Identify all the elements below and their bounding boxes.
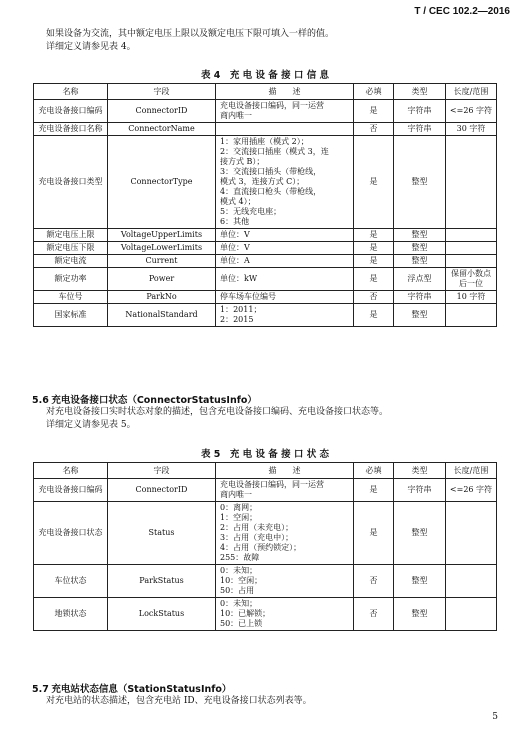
description-line: 模式 4）； (220, 197, 256, 206)
description-line: 3：交流接口插头（带枪线， (220, 167, 322, 176)
cell-description (216, 502, 354, 565)
cell-type: 字符串 (394, 479, 446, 502)
page-number: 5 (492, 712, 498, 722)
description-line: 1：空闲； (220, 513, 258, 522)
intro-line-1: 如果设备为交流，其中额定电压上限以及额定电压下限可填入一样的值。 (46, 29, 335, 39)
cell-required: 否 (354, 565, 394, 598)
cell-type: 字符串 (394, 123, 446, 136)
cell-field: Current (108, 255, 216, 268)
section-number: 5.7 (32, 684, 49, 695)
cell-range: <=26 字符 (446, 479, 497, 502)
cell-type: 浮点型 (394, 268, 446, 291)
section-5-6-line-1: 对充电设备接口实时状态对象的描述，包含充电设备接口编码、充电设备接口状态等。 (46, 407, 389, 417)
description-line: 2：占用（未充电）； (220, 523, 294, 532)
cell-type: 整型 (394, 598, 446, 631)
cell-name: 充电设备接口编码 (34, 479, 108, 502)
table4 (33, 83, 497, 327)
col-header-range: 长度/范围 (446, 84, 497, 100)
section-title: 充电设备接口状态（ConnectorStatusInfo） (51, 395, 257, 406)
cell-description (216, 479, 354, 502)
description-line: 5：无线充电座； (220, 207, 282, 216)
table5-header-row (34, 463, 497, 479)
description-line: 3：占用（充电中）； (220, 533, 294, 542)
cell-type: 字符串 (394, 100, 446, 123)
cell-type: 整型 (394, 242, 446, 255)
cell-required: 是 (354, 229, 394, 242)
cell-range (446, 136, 497, 229)
description-line: 4：直流接口枪头（带枪线， (220, 187, 322, 196)
col-header-type: 类型 (394, 84, 446, 100)
table-row (34, 136, 497, 229)
cell-field: VoltageUpperLimits (108, 229, 216, 242)
cell-description (216, 565, 354, 598)
cell-name: 车位号 (34, 291, 108, 304)
table-row (34, 242, 497, 255)
cell-description (216, 123, 354, 136)
description-line: 停车场车位编号 (220, 292, 276, 301)
cell-type: 整型 (394, 565, 446, 598)
cell-name: 额定功率 (34, 268, 108, 291)
cell-name: 地锁状态 (34, 598, 108, 631)
description-line: 6：其他 (220, 217, 250, 226)
cell-field: NationalStandard (108, 304, 216, 327)
col-header-desc: 描 述 (216, 84, 354, 100)
cell-required: 是 (354, 242, 394, 255)
cell-field: Power (108, 268, 216, 291)
description-line: 50：已上锁 (220, 619, 263, 628)
cell-description (216, 229, 354, 242)
description-line: 2：交流接口插座（模式 3，连 (220, 147, 329, 156)
intro-line-2: 详细定义请参见表 4。 (46, 42, 136, 52)
description-line: 50：占用 (220, 586, 255, 595)
description-line: 0：未知； (220, 599, 258, 608)
cell-range (446, 229, 497, 242)
cell-field: ConnectorID (108, 100, 216, 123)
cell-name: 充电设备接口编码 (34, 100, 108, 123)
table-row (34, 304, 497, 327)
cell-range: 保留小数点 后一位 (446, 268, 497, 291)
description-line: 10：空闲； (220, 576, 263, 585)
cell-field: ParkNo (108, 291, 216, 304)
description-line: 商内唯一 (220, 490, 252, 499)
cell-field: ConnectorName (108, 123, 216, 136)
table4-caption: 表 4 充 电 设 备 接 口 信 息 (200, 70, 330, 81)
cell-type: 整型 (394, 502, 446, 565)
table-row (34, 502, 497, 565)
cell-range (446, 598, 497, 631)
cell-field: LockStatus (108, 598, 216, 631)
cell-name: 额定电压上限 (34, 229, 108, 242)
section-number: 5.6 (32, 395, 49, 406)
section-title: 充电站状态信息（StationStatusInfo） (51, 684, 232, 695)
cell-name: 额定电流 (34, 255, 108, 268)
cell-type: 整型 (394, 255, 446, 268)
cell-required: 是 (354, 268, 394, 291)
cell-type: 整型 (394, 136, 446, 229)
description-line: 单位：V (220, 230, 250, 239)
cell-required: 否 (354, 598, 394, 631)
cell-range: <=26 字符 (446, 100, 497, 123)
cell-field: ConnectorID (108, 479, 216, 502)
description-line: 商内唯一 (220, 111, 252, 120)
table-row (34, 598, 497, 631)
cell-description (216, 100, 354, 123)
cell-type: 整型 (394, 229, 446, 242)
cell-name: 充电设备接口状态 (34, 502, 108, 565)
cell-description (216, 255, 354, 268)
description-line: 0：离网； (220, 503, 258, 512)
col-header-required: 必填 (354, 463, 394, 479)
cell-description (216, 291, 354, 304)
cell-range: 10 字符 (446, 291, 497, 304)
col-header-desc: 描 述 (216, 463, 354, 479)
cell-name: 充电设备接口类型 (34, 136, 108, 229)
section-5-6-heading (32, 392, 257, 406)
description-line: 接方式 B）； (220, 157, 265, 166)
table-row (34, 565, 497, 598)
cell-field: ParkStatus (108, 565, 216, 598)
cell-description (216, 598, 354, 631)
table-row (34, 291, 497, 304)
description-line: 单位：A (220, 256, 250, 265)
cell-required: 是 (354, 136, 394, 229)
cell-description (216, 304, 354, 327)
cell-name: 国家标准 (34, 304, 108, 327)
standard-number: T / CEC 102.2—2016 (414, 6, 510, 17)
cell-type: 字符串 (394, 291, 446, 304)
cell-required: 是 (354, 502, 394, 565)
col-header-name: 名称 (34, 463, 108, 479)
description-line: 单位：kW (220, 274, 258, 283)
cell-range (446, 304, 497, 327)
cell-field: ConnectorType (108, 136, 216, 229)
section-5-6-line-2: 详细定义请参见表 5。 (46, 420, 136, 430)
description-line: 1：2011； (220, 305, 262, 314)
cell-required: 是 (354, 100, 394, 123)
cell-name: 额定电压下限 (34, 242, 108, 255)
table-row (34, 229, 497, 242)
description-line: 10：已解锁； (220, 609, 271, 618)
cell-range: 30 字符 (446, 123, 497, 136)
cell-name: 车位状态 (34, 565, 108, 598)
section-5-7-line-1: 对充电站的状态描述，包含充电站 ID、充电设备接口状态列表等。 (46, 696, 312, 706)
cell-required: 是 (354, 304, 394, 327)
cell-required: 是 (354, 255, 394, 268)
cell-range (446, 502, 497, 565)
description-line: 255：故障 (220, 553, 260, 562)
description-line: 0：未知； (220, 566, 258, 575)
col-header-required: 必填 (354, 84, 394, 100)
description-line: 充电设备接口编码，同一运营 (220, 101, 324, 110)
cell-range (446, 242, 497, 255)
col-header-name: 名称 (34, 84, 108, 100)
description-line: 模式 3，连接方式 C）； (220, 177, 305, 186)
cell-range (446, 565, 497, 598)
table-row (34, 123, 497, 136)
description-line (220, 124, 351, 134)
cell-description (216, 268, 354, 291)
cell-required: 否 (354, 291, 394, 304)
cell-required: 否 (354, 123, 394, 136)
description-line: 2：2015 (220, 315, 254, 324)
cell-name: 充电设备接口名称 (34, 123, 108, 136)
col-header-type: 类型 (394, 463, 446, 479)
section-5-7-heading (32, 681, 231, 695)
description-line: 单位：V (220, 243, 250, 252)
col-header-field: 字段 (108, 84, 216, 100)
col-header-range: 长度/范围 (446, 463, 497, 479)
table5 (33, 462, 497, 631)
table5-caption: 表 5 充 电 设 备 接 口 状 态 (200, 449, 330, 460)
cell-description (216, 136, 354, 229)
cell-type: 整型 (394, 304, 446, 327)
table-row (34, 255, 497, 268)
cell-field: Status (108, 502, 216, 565)
table-row (34, 100, 497, 123)
description-line: 充电设备接口编码，同一运营 (220, 480, 324, 489)
description-line: 1：家用插座（模式 2）； (220, 137, 309, 146)
col-header-field: 字段 (108, 463, 216, 479)
cell-range (446, 255, 497, 268)
table-row (34, 479, 497, 502)
description-line: 4：占用（预约锁定）； (220, 543, 302, 552)
cell-field: VoltageLowerLimits (108, 242, 216, 255)
cell-required: 是 (354, 479, 394, 502)
table-row (34, 268, 497, 291)
cell-description (216, 242, 354, 255)
table4-header-row (34, 84, 497, 100)
